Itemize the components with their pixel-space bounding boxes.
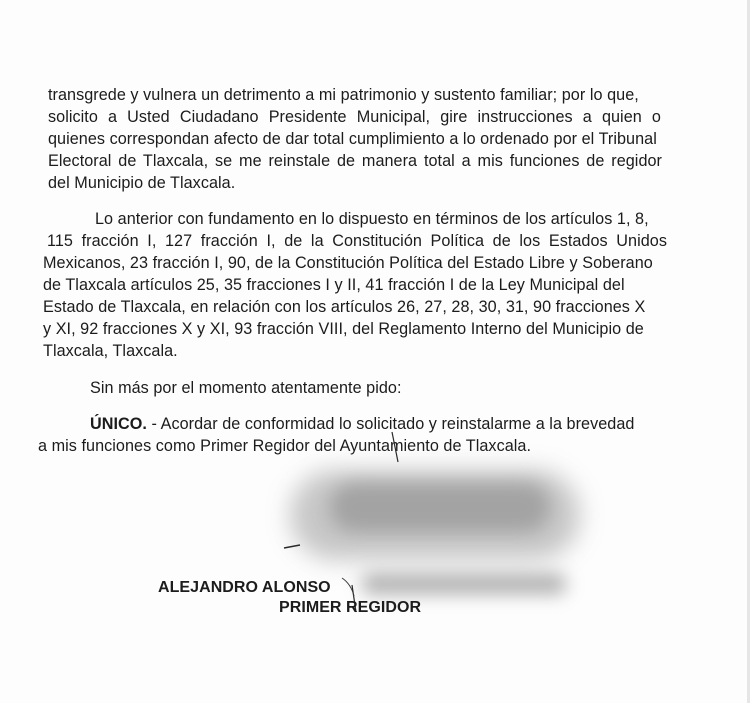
unico-text: - Acordar de conformidad lo solicitado y reinstalarme a la brevedad xyxy=(146,415,635,433)
signatory-title: PRIMER REGIDOR xyxy=(279,599,422,616)
text-line: 115 fracción I, 127 fracción I, de la Constitución Política de los Estados Unidos xyxy=(47,232,667,250)
text-line: Mexicanos, 23 fracción I, 90, de la Constitución Política del Estado Libre y Soberano xyxy=(43,254,653,272)
text-line: Electoral de Tlaxcala, se me reinstale de manera total a mis funciones de regidor xyxy=(48,152,662,170)
text-line: Estado de Tlaxcala, en relación con los artículos 26, 27, 28, 30, 31, 90 fracciones X xyxy=(43,298,646,316)
text-line: de Tlaxcala artículos 25, 35 fracciones I y II, 41 fracción I de la Ley Municipal del xyxy=(43,276,625,294)
signature-stroke xyxy=(392,432,398,462)
closing-line: Sin más por el momento atentamente pido: xyxy=(90,379,402,397)
text-line: del Municipio de Tlaxcala. xyxy=(48,174,236,192)
signature-stroke xyxy=(284,545,300,548)
text-line: quienes correspondan afecto de dar total cumplimiento a lo ordenado por el Tribunal xyxy=(48,130,657,148)
text-line: transgrede y vulnera un detrimento a mi patrimonio y sustento familiar; por lo que, xyxy=(48,86,639,104)
text-line: solicito a Usted Ciudadano Presidente Municipal, gire instrucciones a quien o xyxy=(48,108,661,126)
text-line: Tlaxcala, Tlaxcala. xyxy=(43,342,178,360)
text-line: Lo anterior con fundamento en lo dispuesto en términos de los artículos 1, 8, xyxy=(95,210,649,228)
text-line: y XI, 92 fracciones X y XI, 93 fracción VIII, del Reglamento Interno del Municipio de xyxy=(43,320,644,338)
unico-label: ÚNICO. xyxy=(90,415,147,433)
unico-line-2: a mis funciones como Primer Regidor del Ayuntamiento de Tlaxcala. xyxy=(38,437,532,455)
signatory-name: ALEJANDRO ALONSO xyxy=(158,579,331,596)
